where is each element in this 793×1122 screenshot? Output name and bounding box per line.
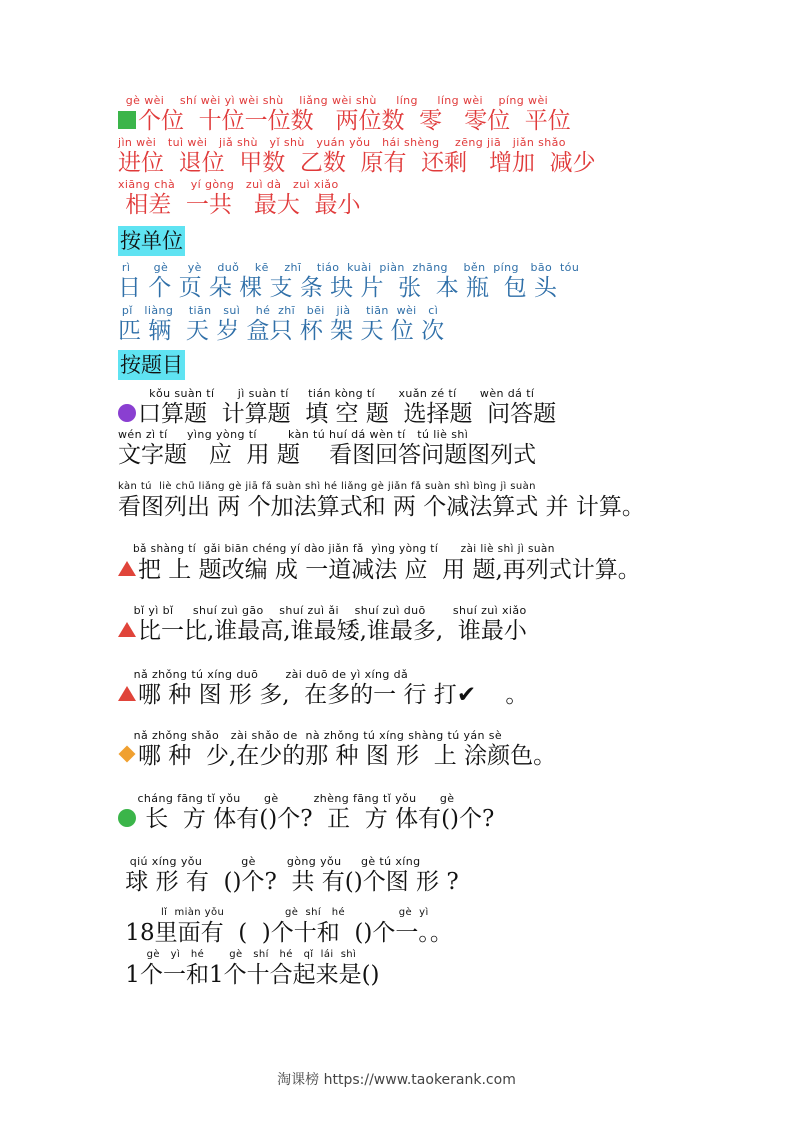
purple-circle-icon [118,404,136,422]
row-9 [118,855,753,896]
pinyin: jìn wèi tuì wèi jiǎ shù yǐ shù yuán yǒu hái shèng zēng jiā jiǎn shǎo [118,136,566,149]
hanzi: 长 方 体有()个? 正 方 体有()个? [138,806,495,832]
heading-topic [118,350,753,380]
hanzi: 哪 种 少,在少的那 种 图 形 上 涂颜色。 [138,743,557,769]
check-mark-icon: ✔ [456,682,477,708]
hanzi: 1个一和1个十合起来是() [118,962,380,988]
row-3 [118,480,753,521]
pinyin: gè wèi shí wèi yì wèi shù liǎng wèi shù líng líng wèi píng wèi [118,94,549,107]
hanzi: 相差 一共 最大 最小 [118,192,361,218]
section-2-line-2 [118,304,753,345]
row-11 [118,948,753,989]
hanzi: 匹 辆 天 岁 盒只 杯 架 天 位 次 [118,318,445,344]
orange-diamond-icon [119,746,136,763]
hanzi: 哪 种 图 形 多, 在多的一 行 打 [138,682,457,708]
hanzi: 18里面有 ( )个十和 ()个一。。 [118,920,453,946]
pinyin: rì gè yè duǒ kē zhī tiáo kuài piàn zhāng běn píng bāo tóu [118,261,580,274]
red-triangle-icon [118,622,136,637]
hanzi: 把 上 题改编 成 一道减法 应 用 题,再列式计算。 [138,557,641,583]
row-1 [118,387,753,428]
hanzi-tail: 。 [476,682,529,708]
row-6 [118,668,753,709]
red-triangle-icon [118,686,136,701]
hanzi: 文字题 应 用 题 看图回答问题图列式 [118,442,537,468]
pinyin: bǎ shàng tí gǎi biān chéng yí dào jiǎn fǎ yìng yòng tí zài liè shì jì suàn [118,543,555,555]
heading-topic-label: 按题目 [118,350,185,380]
green-circle-icon [118,809,136,827]
row-7 [118,729,753,770]
hanzi: 球 形 有 ()个? 共 有()个图 形 ? [118,869,459,895]
section-2-line-1 [118,261,753,302]
hanzi: 口算题 计算题 填 空 题 选择题 问答题 [138,401,557,427]
red-triangle-icon [118,561,136,576]
row-4 [118,543,753,584]
row-2 [118,428,753,469]
row-5 [118,604,753,645]
pinyin: kàn tú liè chū liǎng gè jiā fǎ suàn shì hé liǎng gè jiǎn fǎ suàn shì bìng jì suàn [118,481,536,492]
pinyin: lǐ miàn yǒu gè shí hé gè yì [118,907,429,918]
pinyin: nǎ zhǒng shǎo zài shǎo de nà zhǒng tú xíng shàng tú yán sè [118,729,503,742]
section-1-line-2 [118,136,753,177]
pinyin: gè yì hé gè shí hé qǐ lái shì [118,949,357,960]
section-1-line-3 [118,178,753,219]
section-1-line-1 [118,94,753,135]
pinyin: xiāng chà yí gòng zuì dà zuì xiǎo [118,178,339,191]
hanzi: 进位 退位 甲数 乙数 原有 还剩 增加 减少 [118,150,596,176]
green-square-icon [118,111,136,129]
pinyin: pǐ liàng tiān suì hé zhī bēi jià tiān wèi cì [118,304,439,317]
pinyin: kǒu suàn tí jì suàn tí tián kòng tí xuǎn zé tí wèn dá tí [118,387,535,400]
row-8 [118,792,753,833]
hanzi: 个位 十位一位数 两位数 零 零位 平位 [138,108,571,134]
pinyin: qiú xíng yǒu gè gòng yǒu gè tú xíng [118,855,421,868]
hanzi: 日 个 页 朵 棵 支 条 块 片 张 本 瓶 包 头 [118,275,557,301]
hanzi: 比一比,谁最高,谁最矮,谁最多, 谁最小 [138,618,527,644]
hanzi: 看图列出 两 个加法算式和 两 个减法算式 并 计算。 [118,494,645,520]
row-10 [118,906,753,947]
pinyin: wén zì tí yìng yòng tí kàn tú huí dá wèn tí tú liè shì [118,428,469,441]
footer-watermark: 淘课榜 https://www.taokerank.com [277,1072,516,1088]
pinyin: nǎ zhǒng tú xíng duō zài duō de yì xíng dǎ [118,668,409,681]
heading-unit [118,226,753,256]
pinyin: bǐ yì bǐ shuí zuì gāo shuí zuì ǎi shuí zuì duō shuí zuì xiǎo [118,604,527,617]
heading-unit-label: 按单位 [118,226,185,256]
pinyin: cháng fāng tǐ yǒu gè zhèng fāng tǐ yǒu gè [118,792,455,805]
